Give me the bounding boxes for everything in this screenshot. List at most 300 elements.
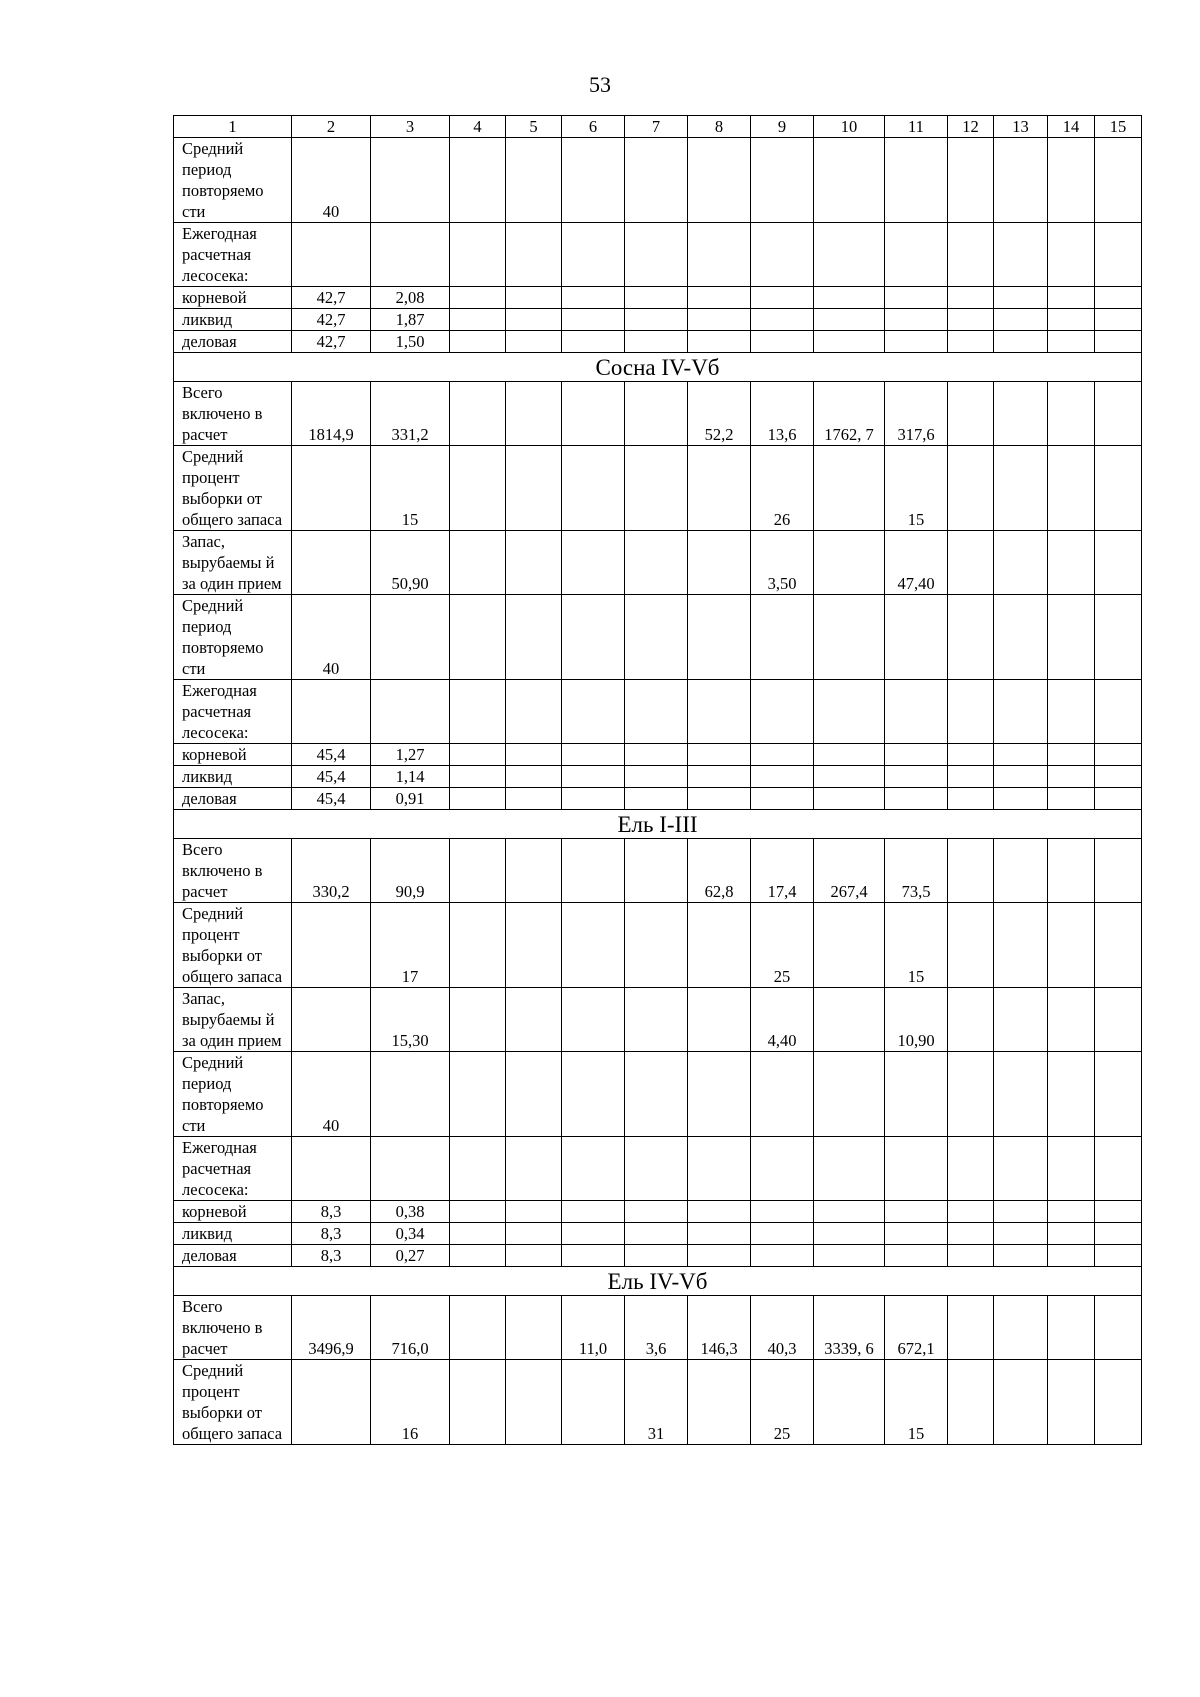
cell-col-9: 4,40: [751, 988, 814, 1052]
cell-col-14: [1048, 766, 1095, 788]
cell-col-12: [948, 988, 994, 1052]
cell-col-6: [562, 595, 625, 680]
cell-col-5: [506, 903, 562, 988]
cell-col-2: 8,3: [292, 1223, 371, 1245]
cell-col-10: [814, 446, 885, 531]
cell-col-14: [1048, 788, 1095, 810]
cell-col-15: [1095, 744, 1142, 766]
cell-col-15: [1095, 1245, 1142, 1267]
cell-col-12: [948, 223, 994, 287]
cell-col-10: [814, 531, 885, 595]
cell-col-13: [994, 1052, 1048, 1137]
cell-col-9: 13,6: [751, 382, 814, 446]
table-row: [174, 903, 1142, 988]
cell-col-13: [994, 744, 1048, 766]
cell-col-9: [751, 1245, 814, 1267]
cell-col-15: [1095, 382, 1142, 446]
table-row: [174, 1052, 1142, 1137]
cell-col-5: [506, 138, 562, 223]
cell-col-13: [994, 531, 1048, 595]
cell-col-8: [688, 1201, 751, 1223]
cell-col-10: [814, 788, 885, 810]
cell-col-9: 40,3: [751, 1296, 814, 1360]
cell-col-9: [751, 1137, 814, 1201]
cell-col-11: 317,6: [885, 382, 948, 446]
cell-col-14: [1048, 1137, 1095, 1201]
cell-col-12: [948, 595, 994, 680]
cell-col-3: 1,14: [371, 766, 450, 788]
cell-col-14: [1048, 1360, 1095, 1445]
cell-col-9: 3,50: [751, 531, 814, 595]
cell-col-12: [948, 309, 994, 331]
row-label: деловая: [174, 1245, 292, 1267]
cell-col-12: [948, 1201, 994, 1223]
cell-col-6: [562, 1052, 625, 1137]
cell-col-8: [688, 1245, 751, 1267]
cell-col-5: [506, 1137, 562, 1201]
table-row: [174, 531, 1142, 595]
row-label: Ежегодная расчетная лесосека:: [174, 1137, 292, 1201]
cell-col-8: 52,2: [688, 382, 751, 446]
cell-col-2: 3496,9: [292, 1296, 371, 1360]
cell-col-10: [814, 1223, 885, 1245]
cell-col-2: 42,7: [292, 331, 371, 353]
cell-col-7: [625, 287, 688, 309]
cell-col-4: [450, 1296, 506, 1360]
cell-col-5: [506, 331, 562, 353]
cell-col-5: [506, 1245, 562, 1267]
cell-col-3: 331,2: [371, 382, 450, 446]
table-row: [174, 1360, 1142, 1445]
cell-col-14: [1048, 309, 1095, 331]
cell-col-15: [1095, 1296, 1142, 1360]
cell-col-7: [625, 988, 688, 1052]
column-header-9: 9: [751, 116, 814, 138]
cell-col-9: 25: [751, 1360, 814, 1445]
cell-col-14: [1048, 839, 1095, 903]
cell-col-8: [688, 988, 751, 1052]
cell-col-13: [994, 680, 1048, 744]
cell-col-10: 267,4: [814, 839, 885, 903]
cell-col-12: [948, 1052, 994, 1137]
cell-col-14: [1048, 138, 1095, 223]
cell-col-3: 90,9: [371, 839, 450, 903]
column-header-5: 5: [506, 116, 562, 138]
cell-col-7: [625, 766, 688, 788]
cell-col-11: [885, 788, 948, 810]
cell-col-8: [688, 788, 751, 810]
row-label: деловая: [174, 788, 292, 810]
cell-col-5: [506, 1201, 562, 1223]
cell-col-8: [688, 744, 751, 766]
table-row: [174, 331, 1142, 353]
cell-col-7: [625, 595, 688, 680]
cell-col-3: 716,0: [371, 1296, 450, 1360]
cell-col-15: [1095, 1052, 1142, 1137]
row-label: корневой: [174, 287, 292, 309]
cell-col-13: [994, 1223, 1048, 1245]
cell-col-13: [994, 331, 1048, 353]
cell-col-4: [450, 382, 506, 446]
cell-col-14: [1048, 680, 1095, 744]
cell-col-7: 3,6: [625, 1296, 688, 1360]
cell-col-14: [1048, 287, 1095, 309]
cell-col-6: [562, 903, 625, 988]
row-label: деловая: [174, 331, 292, 353]
cell-col-8: 62,8: [688, 839, 751, 903]
cell-col-2: [292, 903, 371, 988]
cell-col-7: [625, 309, 688, 331]
section-title: Сосна IV-Vб: [174, 353, 1142, 382]
row-label: Средний период повторяемо сти: [174, 595, 292, 680]
section-row: [174, 1267, 1142, 1296]
cell-col-13: [994, 309, 1048, 331]
table-row: [174, 382, 1142, 446]
section-title: Ель IV-Vб: [174, 1267, 1142, 1296]
cell-col-3: 16: [371, 1360, 450, 1445]
cell-col-6: [562, 744, 625, 766]
cell-col-14: [1048, 595, 1095, 680]
cell-col-5: [506, 788, 562, 810]
cell-col-8: [688, 1223, 751, 1245]
cell-col-7: [625, 382, 688, 446]
cell-col-2: 330,2: [292, 839, 371, 903]
cell-col-7: [625, 1201, 688, 1223]
section-row: [174, 353, 1142, 382]
cell-col-12: [948, 382, 994, 446]
cell-col-12: [948, 766, 994, 788]
cell-col-2: [292, 988, 371, 1052]
cell-col-4: [450, 1052, 506, 1137]
cell-col-12: [948, 839, 994, 903]
cell-col-14: [1048, 446, 1095, 531]
cell-col-2: 42,7: [292, 309, 371, 331]
cell-col-9: [751, 1201, 814, 1223]
row-label: Средний процент выборки от общего запаса: [174, 446, 292, 531]
cell-col-3: 0,38: [371, 1201, 450, 1223]
cell-col-6: 11,0: [562, 1296, 625, 1360]
table-row: [174, 1296, 1142, 1360]
cell-col-11: 15: [885, 446, 948, 531]
cell-col-3: [371, 1137, 450, 1201]
row-label: Запас, вырубаемы й за один прием: [174, 988, 292, 1052]
cell-col-2: [292, 680, 371, 744]
cell-col-8: [688, 223, 751, 287]
cell-col-7: [625, 446, 688, 531]
cell-col-9: [751, 309, 814, 331]
cell-col-5: [506, 680, 562, 744]
cell-col-2: 45,4: [292, 744, 371, 766]
data-table: [173, 115, 1142, 1445]
cell-col-10: 3339, 6: [814, 1296, 885, 1360]
row-label: Средний период повторяемо сти: [174, 138, 292, 223]
cell-col-9: [751, 788, 814, 810]
cell-col-4: [450, 531, 506, 595]
cell-col-6: [562, 1201, 625, 1223]
cell-col-6: [562, 680, 625, 744]
cell-col-12: [948, 903, 994, 988]
cell-col-4: [450, 744, 506, 766]
cell-col-10: [814, 903, 885, 988]
cell-col-15: [1095, 331, 1142, 353]
cell-col-13: [994, 766, 1048, 788]
cell-col-15: [1095, 1223, 1142, 1245]
cell-col-14: [1048, 744, 1095, 766]
table-row: [174, 1201, 1142, 1223]
column-header-12: 12: [948, 116, 994, 138]
cell-col-4: [450, 988, 506, 1052]
cell-col-7: [625, 223, 688, 287]
cell-col-10: [814, 309, 885, 331]
cell-col-4: [450, 1137, 506, 1201]
cell-col-4: [450, 138, 506, 223]
cell-col-4: [450, 331, 506, 353]
row-label: Всего включено в расчет: [174, 839, 292, 903]
cell-col-8: [688, 595, 751, 680]
cell-col-5: [506, 595, 562, 680]
cell-col-8: [688, 138, 751, 223]
cell-col-9: [751, 287, 814, 309]
cell-col-10: 1762, 7: [814, 382, 885, 446]
cell-col-2: 8,3: [292, 1245, 371, 1267]
cell-col-2: 42,7: [292, 287, 371, 309]
cell-col-12: [948, 138, 994, 223]
cell-col-9: 26: [751, 446, 814, 531]
cell-col-10: [814, 287, 885, 309]
cell-col-2: [292, 531, 371, 595]
cell-col-3: [371, 138, 450, 223]
cell-col-14: [1048, 382, 1095, 446]
cell-col-15: [1095, 1360, 1142, 1445]
row-label: ликвид: [174, 1223, 292, 1245]
cell-col-6: [562, 788, 625, 810]
cell-col-5: [506, 1360, 562, 1445]
cell-col-2: 1814,9: [292, 382, 371, 446]
cell-col-7: [625, 531, 688, 595]
cell-col-7: [625, 331, 688, 353]
cell-col-12: [948, 744, 994, 766]
cell-col-8: [688, 287, 751, 309]
cell-col-11: [885, 287, 948, 309]
cell-col-11: [885, 1052, 948, 1137]
cell-col-10: [814, 1201, 885, 1223]
row-label: Запас, вырубаемы й за один прием: [174, 531, 292, 595]
column-header-14: 14: [1048, 116, 1095, 138]
cell-col-14: [1048, 903, 1095, 988]
cell-col-15: [1095, 988, 1142, 1052]
cell-col-6: [562, 382, 625, 446]
cell-col-8: [688, 331, 751, 353]
cell-col-8: [688, 1137, 751, 1201]
cell-col-5: [506, 988, 562, 1052]
cell-col-8: [688, 1052, 751, 1137]
cell-col-6: [562, 766, 625, 788]
table-row: [174, 839, 1142, 903]
cell-col-4: [450, 446, 506, 531]
cell-col-15: [1095, 788, 1142, 810]
cell-col-11: [885, 1245, 948, 1267]
cell-col-8: [688, 1360, 751, 1445]
cell-col-8: [688, 766, 751, 788]
cell-col-12: [948, 680, 994, 744]
cell-col-7: 31: [625, 1360, 688, 1445]
cell-col-13: [994, 1360, 1048, 1445]
cell-col-6: [562, 531, 625, 595]
row-label: Средний период повторяемо сти: [174, 1052, 292, 1137]
cell-col-4: [450, 1245, 506, 1267]
cell-col-13: [994, 839, 1048, 903]
cell-col-6: [562, 446, 625, 531]
cell-col-11: [885, 1137, 948, 1201]
cell-col-9: [751, 595, 814, 680]
cell-col-12: [948, 1296, 994, 1360]
cell-col-10: [814, 680, 885, 744]
cell-col-13: [994, 788, 1048, 810]
cell-col-10: [814, 138, 885, 223]
cell-col-4: [450, 680, 506, 744]
cell-col-15: [1095, 309, 1142, 331]
table-row: [174, 1223, 1142, 1245]
cell-col-3: 0,91: [371, 788, 450, 810]
cell-col-15: [1095, 839, 1142, 903]
cell-col-10: [814, 223, 885, 287]
cell-col-12: [948, 287, 994, 309]
cell-col-15: [1095, 680, 1142, 744]
cell-col-3: 0,34: [371, 1223, 450, 1245]
page-number: 53: [589, 72, 611, 97]
cell-col-5: [506, 766, 562, 788]
cell-col-13: [994, 138, 1048, 223]
cell-col-11: [885, 1223, 948, 1245]
cell-col-13: [994, 1245, 1048, 1267]
column-header-13: 13: [994, 116, 1048, 138]
cell-col-3: 1,87: [371, 309, 450, 331]
cell-col-15: [1095, 138, 1142, 223]
row-label: Ежегодная расчетная лесосека:: [174, 680, 292, 744]
cell-col-4: [450, 903, 506, 988]
row-label: корневой: [174, 1201, 292, 1223]
cell-col-2: 8,3: [292, 1201, 371, 1223]
row-label: Всего включено в расчет: [174, 1296, 292, 1360]
cell-col-11: [885, 1201, 948, 1223]
cell-col-8: [688, 309, 751, 331]
cell-col-12: [948, 1137, 994, 1201]
cell-col-4: [450, 1223, 506, 1245]
cell-col-8: [688, 531, 751, 595]
table-row: [174, 223, 1142, 287]
table-row: [174, 680, 1142, 744]
cell-col-13: [994, 223, 1048, 287]
cell-col-7: [625, 788, 688, 810]
cell-col-15: [1095, 595, 1142, 680]
cell-col-4: [450, 788, 506, 810]
cell-col-7: [625, 1245, 688, 1267]
cell-col-15: [1095, 446, 1142, 531]
cell-col-10: [814, 766, 885, 788]
cell-col-14: [1048, 1201, 1095, 1223]
column-header-8: 8: [688, 116, 751, 138]
cell-col-11: [885, 331, 948, 353]
cell-col-14: [1048, 531, 1095, 595]
cell-col-3: [371, 595, 450, 680]
cell-col-10: [814, 1137, 885, 1201]
cell-col-5: [506, 531, 562, 595]
cell-col-12: [948, 446, 994, 531]
cell-col-11: 672,1: [885, 1296, 948, 1360]
column-header-2: 2: [292, 116, 371, 138]
cell-col-4: [450, 1360, 506, 1445]
column-header-6: 6: [562, 116, 625, 138]
column-header-7: 7: [625, 116, 688, 138]
cell-col-2: 40: [292, 595, 371, 680]
cell-col-5: [506, 1223, 562, 1245]
cell-col-2: 40: [292, 138, 371, 223]
cell-col-11: [885, 309, 948, 331]
cell-col-5: [506, 744, 562, 766]
cell-col-15: [1095, 903, 1142, 988]
cell-col-6: [562, 988, 625, 1052]
cell-col-14: [1048, 331, 1095, 353]
cell-col-3: 50,90: [371, 531, 450, 595]
row-label: ликвид: [174, 766, 292, 788]
cell-col-15: [1095, 1201, 1142, 1223]
cell-col-2: 40: [292, 1052, 371, 1137]
cell-col-5: [506, 446, 562, 531]
cell-col-10: [814, 1052, 885, 1137]
cell-col-8: [688, 680, 751, 744]
cell-col-10: [814, 988, 885, 1052]
cell-col-7: [625, 1137, 688, 1201]
cell-col-13: [994, 1296, 1048, 1360]
cell-col-15: [1095, 1137, 1142, 1201]
column-header-3: 3: [371, 116, 450, 138]
cell-col-6: [562, 138, 625, 223]
table-row: [174, 309, 1142, 331]
cell-col-9: 25: [751, 903, 814, 988]
cell-col-12: [948, 1223, 994, 1245]
cell-col-3: [371, 223, 450, 287]
cell-col-10: [814, 1360, 885, 1445]
row-label: Средний процент выборки от общего запаса: [174, 1360, 292, 1445]
cell-col-2: [292, 223, 371, 287]
cell-col-6: [562, 1223, 625, 1245]
table-row: [174, 744, 1142, 766]
table-row: [174, 988, 1142, 1052]
cell-col-13: [994, 988, 1048, 1052]
cell-col-2: [292, 446, 371, 531]
cell-col-11: 15: [885, 903, 948, 988]
cell-col-6: [562, 1245, 625, 1267]
cell-col-9: [751, 1052, 814, 1137]
cell-col-4: [450, 839, 506, 903]
cell-col-2: 45,4: [292, 766, 371, 788]
table-row: [174, 446, 1142, 531]
section-title: Ель I-III: [174, 810, 1142, 839]
column-header-1: 1: [174, 116, 292, 138]
cell-col-4: [450, 766, 506, 788]
column-header-11: 11: [885, 116, 948, 138]
cell-col-5: [506, 1052, 562, 1137]
header-row: [174, 116, 1142, 138]
cell-col-7: [625, 1223, 688, 1245]
cell-col-6: [562, 309, 625, 331]
cell-col-6: [562, 287, 625, 309]
cell-col-11: [885, 766, 948, 788]
cell-col-9: 17,4: [751, 839, 814, 903]
cell-col-11: [885, 680, 948, 744]
table-row: [174, 1245, 1142, 1267]
cell-col-11: [885, 138, 948, 223]
